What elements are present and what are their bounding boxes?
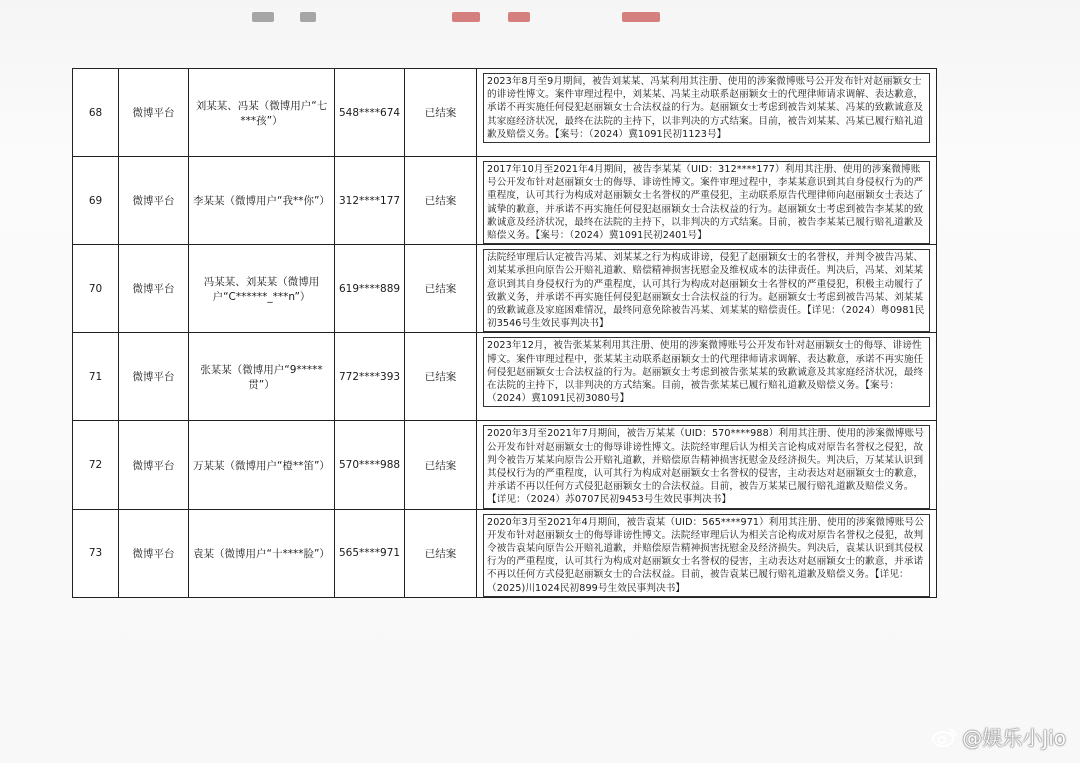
uid-cell: 565****971 [335,509,405,597]
platform-cell: 微博平台 [119,421,189,509]
uid-cell: 619****889 [335,245,405,333]
detail-text: 2017年10月至2021年4月期间，被告李某某（UID：312****177）利用其注册、使用的涉案微博账号公开发布针对赵丽颖女士的侮辱、诽谤性博文。案件审理过程中，李某某意识到其自身侵权行为的严重程度，认可其行为构成对赵丽颖女士名誉权的严重侵犯，主动联系原告代理律师向赵丽颖女士表达了诚挚的歉意，并承诺不再实施任何侵犯赵丽颖女士合法权益的行为。赵丽颖女士考虑到被告李某某的致歉诚意及经济状况，最终在法院的主持下，以非判决的方式结案。目前，被告李某某已履行赔礼道歉及赔偿义务。【案号：（2024）冀1091民初2401号】 [483,161,930,244]
uid-cell: 570****988 [335,421,405,509]
table-row [73,157,937,245]
platform-cell: 微博平台 [119,157,189,245]
status-cell: 已结案 [405,333,477,421]
detail-cell [477,421,937,509]
detail-cell [477,245,937,333]
row-number: 72 [73,421,119,509]
detail-text: 2020年3月至2021年7月期间，被告万某某（UID：570****988）利用其注册、使用的涉案微博账号公开发布针对赵丽颖女士的侮辱诽谤性博文。法院经审理后认为相关言论构成对原告名誉权之侵犯，故判令被告万某某向原告公开赔礼道歉，并赔偿原告精神损害抚慰金及经济损失。判决后，万某某认识到其侵权行为的严重程度，认可其行为构成对赵丽颖女士名誉权的侵害，主动表达对赵丽颖女士的歉意，并承诺不再以任何方式侵犯赵丽颖女士的合法权益。目前，被告万某某已履行赔礼道歉及赔偿义务。【详见：（2024）苏0707民初9453号生效民事判决书】 [483,425,930,508]
detail-text: 2020年3月至2021年4月期间，被告袁某（UID：565****971）利用其注册、使用的涉案微博账号公开发布针对赵丽颖女士的侮辱诽谤性博文。法院经审理后认为相关言论构成对原告名誉权之侵犯，故判令被告袁某向原告公开赔礼道歉，并赔偿原告精神损害抚慰金及经济损失。判决后，袁某认识到其侵权行为的严重程度，认可其行为构成对赵丽颖女士名誉权的侵害，主动表达对赵丽颖女士的歉意，并承诺不再以任何方式侵犯赵丽颖女士的合法权益。目前，被告袁某已履行赔礼道歉及赔偿义务。【详见：（2025)川1024民初899号生效民事判决书】 [483,514,930,597]
detail-text: 2023年12月，被告张某某利用其注册、使用的涉案微博账号公开发布针对赵丽颖女士的侮辱、诽谤性博文。案件审理过程中，张某某主动联系赵丽颖女士的代理律师请求调解、表达歉意，承诺不再实施任何侵犯赵丽颖女士合法权益的行为。赵丽颖女士考虑到被告张某某的致歉诚意及其家庭经济状况，最终在法院的主持下，以非判决的方式结案。目前，被告张某某已履行赔礼道歉及赔偿义务。【案号：（2024）冀1091民初3080号】 [483,337,930,407]
header-remnant [300,12,316,22]
row-number: 73 [73,509,119,597]
table-row [73,245,937,333]
defendant-cell: 李某某（微博用户“我**你”） [189,157,335,245]
defendant-cell: 刘某某、冯某（微博用户“七***孩”） [189,69,335,157]
platform-cell: 微博平台 [119,509,189,597]
table-row [73,509,937,597]
detail-cell [477,509,937,597]
case-records-table [72,68,937,598]
uid-cell: 772****393 [335,333,405,421]
status-cell: 已结案 [405,157,477,245]
defendant-cell: 万某某（微博用户“橙**笛”） [189,421,335,509]
status-cell: 已结案 [405,421,477,509]
uid-cell: 548****674 [335,69,405,157]
row-number: 68 [73,69,119,157]
row-number: 71 [73,333,119,421]
detail-cell [477,69,937,157]
table-row [73,333,937,421]
defendant-cell: 袁某（微博用户“十****脸”） [189,509,335,597]
row-number: 69 [73,157,119,245]
detail-cell [477,157,937,245]
header-remnant [452,12,480,22]
platform-cell: 微博平台 [119,245,189,333]
header-remnant [252,12,274,22]
status-cell: 已结案 [405,509,477,597]
uid-cell: 312****177 [335,157,405,245]
platform-cell: 微博平台 [119,333,189,421]
watermark [932,722,1066,751]
row-number: 70 [73,245,119,333]
header-remnant [622,12,660,22]
detail-text: 法院经审理后认定被告冯某、刘某某之行为构成诽谤，侵犯了赵丽颖女士的名誉权，并判令被告冯某、刘某某承担向原告公开赔礼道歉、赔偿精神损害抚慰金及维权成本的法律责任。判决后，冯某、刘某某意识到其自身侵权行为的严重程度，认可其行为构成对赵丽颖女士名誉权的严重侵犯，积极主动履行了致歉义务，并承诺不再实施任何侵犯赵丽颖女士合法权益的行为。赵丽颖女士考虑到被告冯某、刘某某的致歉诚意及家庭困难情况，最终同意免除被告冯某、刘某某的赔偿责任。【详见：（2024）粤0981民初3546号生效民事判决书】 [483,249,930,332]
table-row [73,69,937,157]
defendant-cell: 冯某某、刘某某（微博用户“C******_***n”） [189,245,335,333]
weibo-logo-icon [932,727,958,747]
status-cell: 已结案 [405,69,477,157]
platform-cell: 微博平台 [119,69,189,157]
detail-cell [477,333,937,421]
watermark-text: @娱乐小Jio [962,726,1066,750]
detail-text: 2023年8月至9月期间，被告刘某某、冯某利用其注册、使用的涉案微博账号公开发布针对赵丽颖女士的诽谤性博文。案件审理过程中，刘某某、冯某主动联系赵丽颖女士的代理律师请求调解、表达歉意，承诺不再实施任何侵犯赵丽颖女士合法权益的行为。赵丽颖女士考虑到被告刘某某、冯某的致歉诚意及其家庭经济状况，最终在法院的主持下，以非判决的方式结案。目前，被告刘某某、冯某已履行赔礼道歉及赔偿义务。【案号：（2024）冀1091民初1123号】 [483,73,930,143]
status-cell: 已结案 [405,245,477,333]
header-remnant [508,12,530,22]
defendant-cell: 张某某（微博用户“9*****贯”） [189,333,335,421]
table-row [73,421,937,509]
